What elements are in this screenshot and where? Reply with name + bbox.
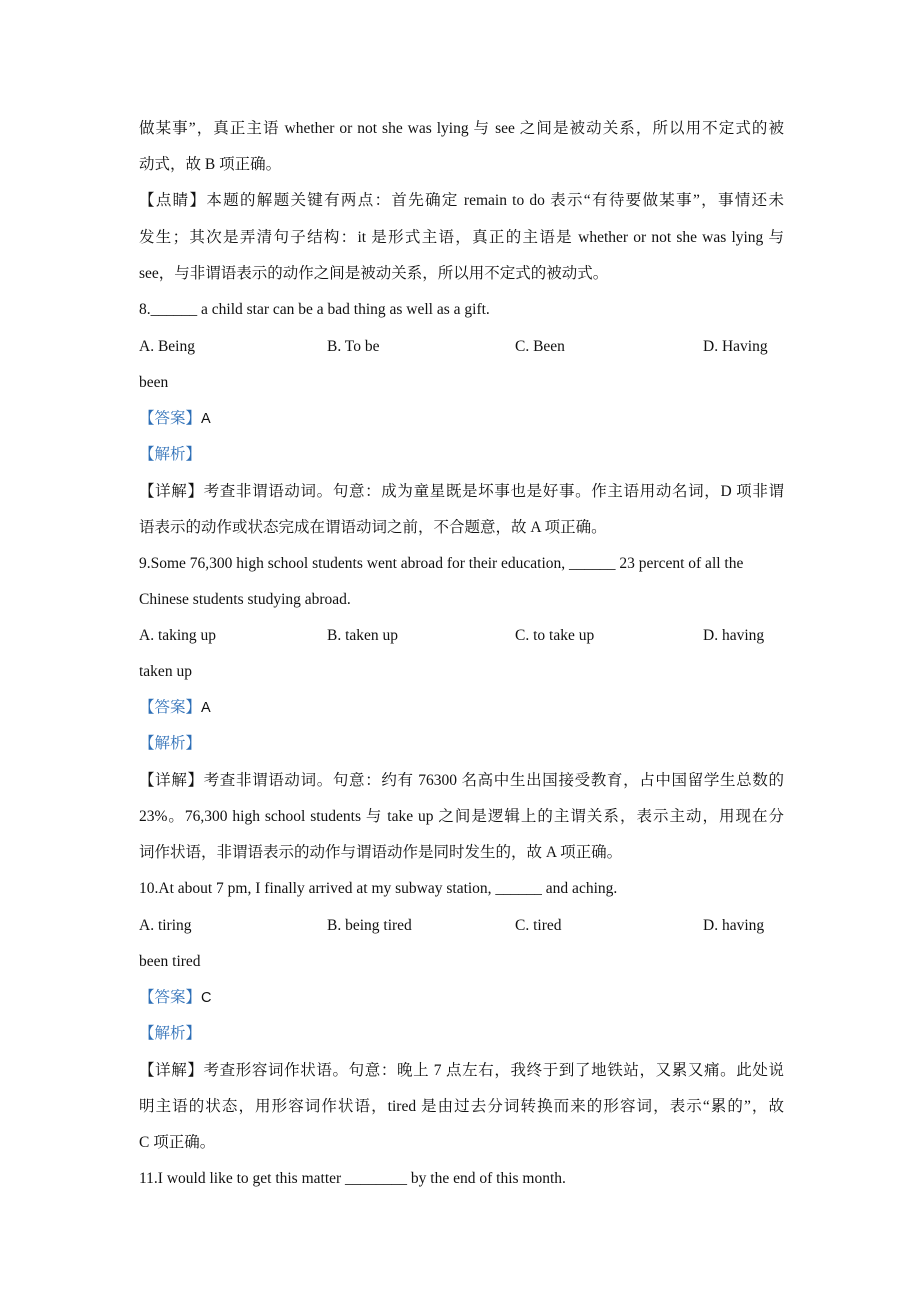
option-c: C. Been <box>515 338 565 355</box>
detail-tag: 【详解】 <box>139 1062 204 1079</box>
option-b: B. taken up <box>327 627 399 644</box>
detail-text: 考查非谓语动词。句意：约有 76300 名高中生出国接受教育，占中国留学生总数的 <box>203 772 784 789</box>
option-c: C. to take up <box>515 627 595 644</box>
detail-text: 考查非谓语动词。句意：成为童星既是坏事也是好事。作主语用动名词，D 项非谓 <box>203 483 784 500</box>
answer-value: A <box>201 411 211 427</box>
option-b: B. being tired <box>327 917 412 934</box>
option-d: D. Having <box>703 338 768 355</box>
tip-line <box>139 191 784 211</box>
detail-tag: 【详解】 <box>139 483 204 500</box>
detail-line: C 项正确。 <box>139 1134 216 1151</box>
answer-line <box>139 988 784 1008</box>
tip-line: see，与非谓语表示的动作之间是被动关系，所以用不定式的被动式。 <box>139 265 609 282</box>
analysis-tag: 【解析】 <box>139 446 202 463</box>
question-stem: 9.Some 76,300 high school students went abroad for their education, ______ 23 percent of all the <box>139 555 744 572</box>
analysis-tag: 【解析】 <box>139 735 202 752</box>
answer-tag: 【答案】 <box>139 699 202 716</box>
option-b: B. To be <box>327 338 380 355</box>
detail-line: 23%。76,300 high school students 与 take up 之间是逻辑上的主谓关系，表示主动，用现在分 <box>139 808 784 825</box>
answer-tag: 【答案】 <box>139 410 202 427</box>
tip-text: 本题的解题关键有两点：首先确定 remain to do 表示“有待要做某事”，事情还未 <box>206 192 784 209</box>
detail-tag: 【详解】 <box>139 772 204 789</box>
answer-tag: 【答案】 <box>139 989 202 1006</box>
answer-value: C <box>201 990 212 1006</box>
question-stem: 11.I would like to get this matter ________ by the end of this month. <box>139 1170 566 1187</box>
detail-line <box>139 771 784 791</box>
question-stem: 10.At about 7 pm, I finally arrived at my subway station, ______ and aching. <box>139 880 618 897</box>
option-d: D. having <box>703 627 765 644</box>
detail-text: 考查形容词作状语。句意：晚上 7 点左右，我终于到了地铁站，又累又痛。此处说 <box>203 1062 784 1079</box>
option-d: D. having <box>703 917 765 934</box>
option-a: A. tiring <box>139 917 192 934</box>
option-a: A. taking up <box>139 627 217 644</box>
detail-line: 明主语的状态，用形容词作状语，tired 是由过去分词转换而来的形容词，表示“累的”，故 <box>139 1098 784 1115</box>
detail-line: 语表示的动作或状态完成在谓语动词之前，不合题意，故 A 项正确。 <box>139 519 607 536</box>
option-wrap: taken up <box>139 663 192 680</box>
detail-line: 词作状语，非谓语表示的动作与谓语动作是同时发生的，故 A 项正确。 <box>139 844 623 861</box>
intro-line: 动式，故 B 项正确。 <box>139 156 282 173</box>
tip-line: 发生；其次是弄清句子结构：it 是形式主语，真正的主语是 whether or not she was lying 与 <box>139 229 784 246</box>
question-stem: 8.______ a child star can be a bad thing as well as a gift. <box>139 301 490 318</box>
option-wrap: been tired <box>139 953 201 970</box>
detail-line <box>139 482 784 502</box>
tip-tag: 【点睛】 <box>139 192 207 209</box>
option-a: A. Being <box>139 338 195 355</box>
answer-line <box>139 409 784 429</box>
option-c: C. tired <box>515 917 562 934</box>
analysis-tag: 【解析】 <box>139 1025 202 1042</box>
option-wrap: been <box>139 374 169 391</box>
answer-value: A <box>201 700 211 716</box>
answer-line <box>139 698 784 718</box>
intro-line: 做某事”，真正主语 whether or not she was lying 与 see 之间是被动关系，所以用不定式的被 <box>139 120 784 137</box>
detail-line <box>139 1061 784 1081</box>
question-stem: Chinese students studying abroad. <box>139 591 351 608</box>
